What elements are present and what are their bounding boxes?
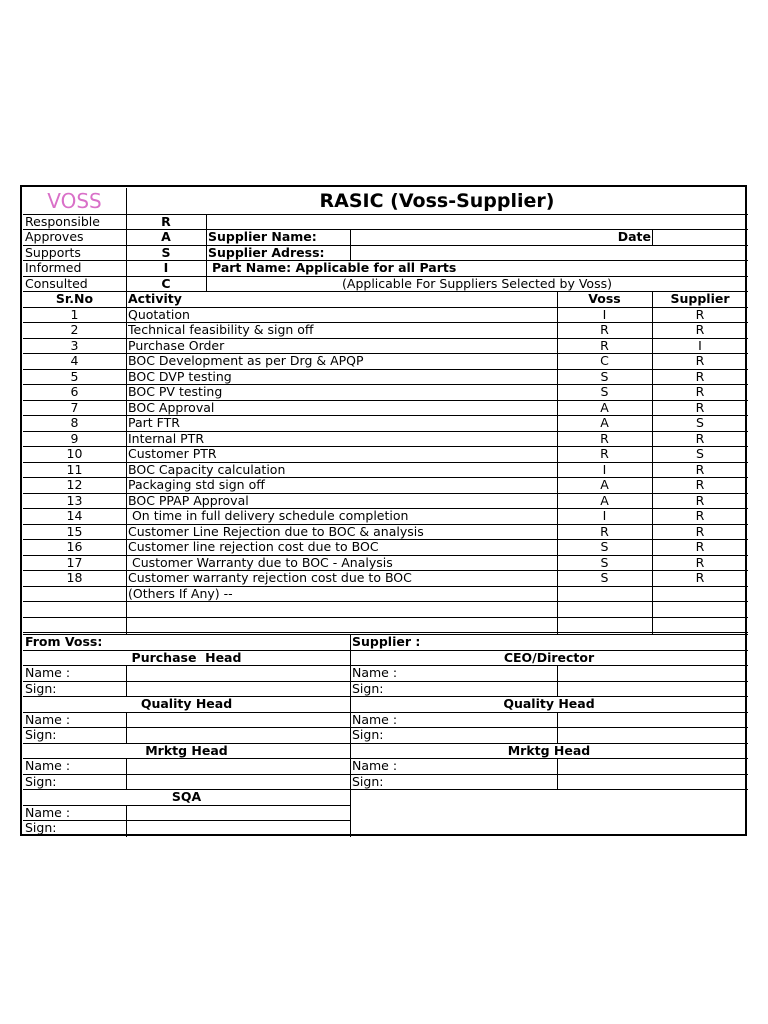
sign-label: Sign: bbox=[25, 820, 57, 835]
row-activity: BOC Capacity calculation bbox=[128, 462, 286, 477]
row-voss-code: A bbox=[600, 493, 609, 508]
row-srno: 3 bbox=[70, 338, 79, 353]
part-name-label: Part Name: Applicable for all Parts bbox=[212, 260, 457, 275]
sign-label: Sign: bbox=[25, 774, 57, 789]
col-header-srno: Sr.No bbox=[55, 291, 94, 306]
name-label: Name : bbox=[352, 665, 398, 680]
sign-label: Sign: bbox=[25, 727, 57, 742]
row-voss-code: A bbox=[600, 477, 609, 492]
row-supplier-code: S bbox=[696, 446, 704, 461]
row-supplier-code: R bbox=[695, 539, 705, 554]
row-voss-code: S bbox=[600, 570, 609, 585]
row-voss-code: R bbox=[600, 446, 609, 461]
row-srno: 15 bbox=[66, 524, 83, 539]
legend-label: Responsible bbox=[25, 214, 100, 229]
name-label: Name : bbox=[25, 665, 71, 680]
supplier-signoff-label: Supplier : bbox=[352, 634, 421, 649]
row-supplier-code: R bbox=[695, 400, 705, 415]
row-supplier-code: R bbox=[695, 508, 705, 523]
row-voss-code: I bbox=[602, 462, 607, 477]
row-srno: 18 bbox=[66, 570, 83, 585]
col-header-supplier: Supplier bbox=[670, 291, 730, 306]
row-supplier-code: R bbox=[695, 369, 705, 384]
row-supplier-code: R bbox=[695, 493, 705, 508]
voss-role-title: SQA bbox=[171, 789, 202, 804]
legend-code: I bbox=[163, 260, 169, 275]
row-activity: Technical feasibility & sign off bbox=[128, 322, 314, 337]
row-srno: 7 bbox=[70, 400, 79, 415]
row-activity: Customer line rejection cost due to BOC bbox=[128, 539, 379, 554]
row-activity: (Others If Any) -- bbox=[128, 586, 233, 601]
voss-role-title: Mrktg Head bbox=[145, 743, 228, 758]
row-srno: 16 bbox=[66, 539, 83, 554]
row-srno: 14 bbox=[66, 508, 83, 523]
legend-label: Informed bbox=[25, 260, 82, 275]
signoff-col-line bbox=[126, 758, 127, 789]
voss-logo: VOSS bbox=[47, 189, 102, 213]
name-label: Name : bbox=[25, 712, 71, 727]
signoff-col-line bbox=[126, 665, 127, 696]
row-voss-code: I bbox=[602, 307, 607, 322]
row-activity: Part FTR bbox=[128, 415, 180, 430]
legend-code: A bbox=[161, 229, 171, 244]
sign-label: Sign: bbox=[352, 681, 384, 696]
from-voss-label: From Voss: bbox=[25, 634, 103, 649]
legend-code: S bbox=[161, 245, 171, 260]
row-srno: 10 bbox=[66, 446, 83, 461]
sign-label: Sign: bbox=[25, 681, 57, 696]
row-srno: 13 bbox=[66, 493, 83, 508]
sign-label: Sign: bbox=[352, 774, 384, 789]
row-supplier-code: R bbox=[695, 307, 705, 322]
row-srno: 17 bbox=[66, 555, 83, 570]
legend-code: R bbox=[161, 214, 171, 229]
row-supplier-code: R bbox=[695, 524, 705, 539]
row-supplier-code: R bbox=[695, 570, 705, 585]
row-voss-code: S bbox=[600, 539, 609, 554]
supplier-address-label: Supplier Adress: bbox=[208, 245, 325, 260]
date-label: Date bbox=[617, 229, 651, 244]
supplier-role-title: Mrktg Head bbox=[507, 743, 591, 758]
legend-label: Approves bbox=[25, 229, 84, 244]
row-activity: Packaging std sign off bbox=[128, 477, 265, 492]
rasic-form bbox=[20, 185, 747, 836]
row-supplier-code: R bbox=[695, 462, 705, 477]
row-srno: 5 bbox=[70, 369, 79, 384]
row-voss-code: S bbox=[600, 555, 609, 570]
row-activity: On time in full delivery schedule completion bbox=[128, 508, 409, 523]
row-supplier-code: R bbox=[695, 431, 705, 446]
supplier-role-title: CEO/Director bbox=[503, 650, 595, 665]
row-srno: 12 bbox=[66, 477, 83, 492]
row-supplier-code: R bbox=[695, 322, 705, 337]
voss-role-title: Purchase Head bbox=[131, 650, 242, 665]
name-label: Name : bbox=[352, 712, 398, 727]
row-srno: 4 bbox=[70, 353, 79, 368]
row-activity: BOC Approval bbox=[128, 400, 215, 415]
signoff-col-line bbox=[557, 758, 558, 789]
row-srno: 8 bbox=[70, 415, 79, 430]
row-voss-code: A bbox=[600, 400, 609, 415]
signoff-col-line bbox=[126, 805, 127, 837]
row-voss-code: C bbox=[600, 353, 609, 368]
row-activity: Customer warranty rejection cost due to BOC bbox=[128, 570, 412, 585]
row-voss-code: S bbox=[600, 369, 609, 384]
table-col-line bbox=[126, 291, 127, 634]
table-row-line bbox=[23, 632, 748, 633]
row-voss-code: R bbox=[600, 431, 609, 446]
name-label: Name : bbox=[25, 758, 71, 773]
applicability-note: (Applicable For Suppliers Selected by Voss) bbox=[342, 276, 612, 291]
name-label: Name : bbox=[25, 805, 71, 820]
legend-label: Consulted bbox=[25, 276, 88, 291]
table-row-line bbox=[23, 601, 748, 602]
row-activity: BOC PV testing bbox=[128, 384, 223, 399]
row-srno: 6 bbox=[70, 384, 79, 399]
legend-code: C bbox=[161, 276, 171, 291]
row-supplier-code: R bbox=[695, 477, 705, 492]
voss-role-title: Quality Head bbox=[140, 696, 233, 711]
date-col-line bbox=[652, 229, 653, 245]
row-voss-code: S bbox=[600, 384, 609, 399]
supplier-name-label: Supplier Name: bbox=[208, 229, 317, 244]
row-supplier-code: S bbox=[696, 415, 704, 430]
row-activity: Purchase Order bbox=[128, 338, 225, 353]
signoff-col-line bbox=[557, 712, 558, 743]
row-srno: 9 bbox=[70, 431, 79, 446]
supplier-role-title: Quality Head bbox=[503, 696, 595, 711]
row-activity: Customer PTR bbox=[128, 446, 217, 461]
row-activity: BOC Development as per Drg & APQP bbox=[128, 353, 364, 368]
signoff-col-line bbox=[557, 665, 558, 696]
row-voss-code: A bbox=[600, 415, 609, 430]
row-activity: BOC DVP testing bbox=[128, 369, 232, 384]
row-srno: 11 bbox=[66, 462, 83, 477]
row-voss-code: I bbox=[602, 508, 607, 523]
row-supplier-code: I bbox=[698, 338, 702, 353]
row-supplier-code: R bbox=[695, 353, 705, 368]
info-col-line bbox=[350, 229, 351, 260]
row-activity: Quotation bbox=[128, 307, 190, 322]
row-voss-code: R bbox=[600, 524, 609, 539]
row-srno: 1 bbox=[70, 307, 79, 322]
row-voss-code: R bbox=[600, 322, 609, 337]
row-activity: Internal PTR bbox=[128, 431, 205, 446]
row-activity: Customer Warranty due to BOC - Analysis bbox=[128, 555, 393, 570]
row-supplier-code: R bbox=[695, 384, 705, 399]
col-header-voss: Voss bbox=[588, 291, 621, 306]
sign-label: Sign: bbox=[352, 727, 384, 742]
signoff-col-line bbox=[126, 712, 127, 743]
legend-label: Supports bbox=[25, 245, 81, 260]
col-header-activity: Activity bbox=[128, 291, 182, 306]
name-label: Name : bbox=[352, 758, 398, 773]
row-srno: 2 bbox=[70, 322, 79, 337]
table-row-line bbox=[23, 617, 748, 618]
page-title: RASIC (Voss-Supplier) bbox=[319, 190, 555, 212]
row-voss-code: R bbox=[600, 338, 609, 353]
row-activity: BOC PPAP Approval bbox=[128, 493, 249, 508]
row-supplier-code: R bbox=[695, 555, 705, 570]
row-activity: Customer Line Rejection due to BOC & analysis bbox=[128, 524, 424, 539]
